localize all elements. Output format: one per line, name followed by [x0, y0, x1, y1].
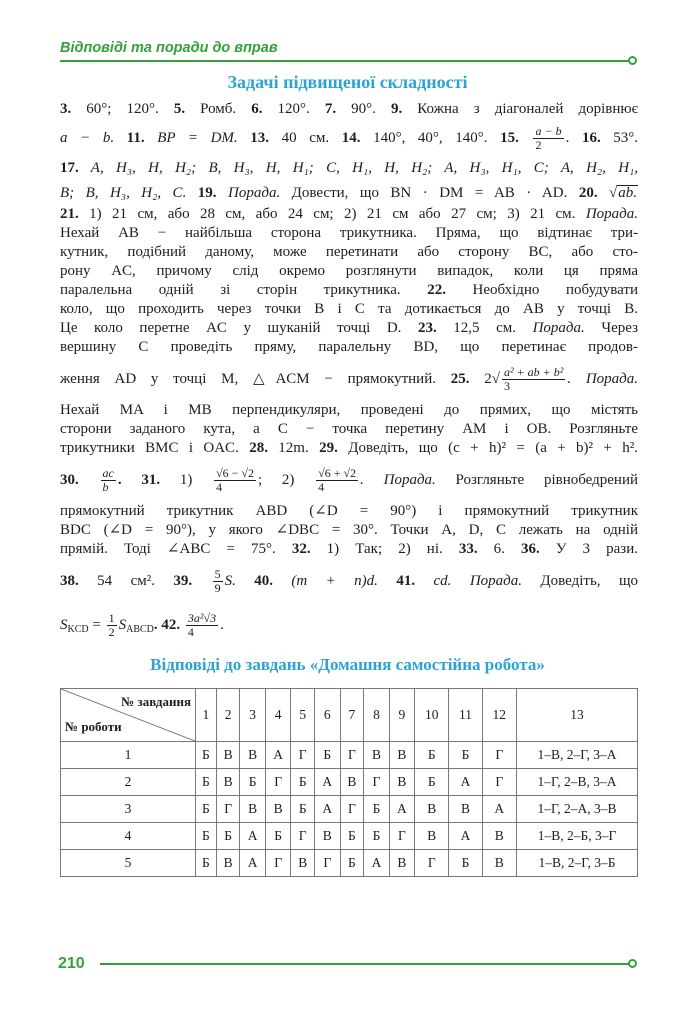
- answer-cell: А: [482, 796, 516, 823]
- table-row: [61, 823, 638, 850]
- column-header: 9: [389, 689, 414, 742]
- answer-line: BDC (∠D = 90°), у якого ∠DBC = 30°. Точки A, D, C лежать на одній: [60, 522, 638, 538]
- answer-cell: В: [364, 742, 389, 769]
- answer-cell: В: [482, 850, 516, 877]
- answer-cell: А: [315, 796, 340, 823]
- answer-cell: В: [389, 769, 414, 796]
- fraction: $\frac{5}{9}$: [214, 567, 221, 596]
- answer-line: трикутники BMC і OAC. 28. 12m. 29. Доведіть, що (c + h)² = (a + b)² + h².: [60, 440, 639, 456]
- header-rule: [60, 60, 630, 62]
- answer-cell: Г: [482, 769, 516, 796]
- answer-cell: В: [291, 850, 315, 877]
- work-number-cell: 2: [61, 769, 196, 796]
- answer-cell: Б: [449, 850, 482, 877]
- answer-cell: Б: [196, 850, 217, 877]
- answer-cell: Б: [196, 823, 217, 850]
- answer-cell: В: [216, 769, 240, 796]
- sqrt: ab.: [618, 185, 638, 201]
- answer-cell: Г: [216, 796, 240, 823]
- fraction: $\frac{\text{a² + ab + b²}}{3}$: [503, 365, 564, 394]
- answer-line: B; B, H₃, H₂, C. 19. Порада. Довести, що BN · DM = AB · AD. 20. √ab.: [60, 185, 638, 201]
- answer-cell: Б: [196, 742, 217, 769]
- answer-line: паралельна одній зі сторін трикутника. 22. Необхідно побудувати: [60, 282, 638, 298]
- answer-line: $S_{KCD}$ = $\frac{1}{2}$ $S_{ABCD}$. 42. $\frac{\text{3a²√3}}{4}$ .: [60, 611, 224, 640]
- answer-cell: Б: [291, 769, 315, 796]
- answer-cell: Г: [340, 742, 364, 769]
- answer-cell: Б: [364, 823, 389, 850]
- answer-cell: 1–В, 2–Г, 3–Б: [517, 850, 638, 877]
- answer-cell: Б: [340, 823, 364, 850]
- footer-rule: [100, 963, 630, 965]
- answer-cell: Г: [315, 850, 340, 877]
- table-row: [61, 769, 638, 796]
- answer-cell: Б: [449, 742, 482, 769]
- answer-cell: Г: [291, 823, 315, 850]
- header-rule-end-circle: [628, 56, 637, 65]
- column-header: 1: [196, 689, 217, 742]
- answer-cell: Г: [389, 823, 414, 850]
- answer-cell: 1–Г, 2–А, 3–В: [517, 796, 638, 823]
- table-row: [61, 850, 638, 877]
- answer-cell: Г: [265, 850, 290, 877]
- answer-cell: В: [240, 742, 265, 769]
- answer-cell: Г: [415, 850, 449, 877]
- answer-cell: Г: [291, 742, 315, 769]
- answer-cell: Б: [315, 742, 340, 769]
- answer-line: 30. $\frac{ac}{b}$ . 31. 1) $\frac{√6 - √2}{4}$ ; 2) $\frac{√6 + √2}{4}$ . Порада. Розгляньте рівнобедрений: [60, 466, 639, 495]
- work-number-cell: 1: [61, 742, 196, 769]
- table-heading: Відповіді до завдань «Домашня самостійна робота»: [150, 655, 545, 674]
- answer-line: 17. A, H₃, H, H₂; B, H₃, H, H₁; C, H₁, H, H₂; A, H₃, H₁, C; A, H₂, H₁,: [60, 160, 638, 176]
- answer-cell: Б: [415, 742, 449, 769]
- answer-line: рону AC, причому слід окремо розглянути випадок, коли ця пряма: [60, 263, 638, 279]
- answer-cell: В: [315, 823, 340, 850]
- fraction: $\frac{ac}{b}$: [102, 466, 114, 495]
- answer-cell: А: [265, 742, 290, 769]
- answer-cell: Б: [340, 850, 364, 877]
- answer-cell: Г: [265, 769, 290, 796]
- fraction: $\frac{√6 - √2}{4}$: [216, 466, 255, 495]
- answer-line: Це коло перетне AC у шуканій точці D. 23. 12,5 см. Порада. Через: [60, 320, 638, 336]
- answer-line: Нехай AB − найбільша сторона трикутника. Пряма, що відтинає три-: [60, 225, 638, 241]
- answer-cell: В: [340, 769, 364, 796]
- answer-line: кутник, подібний даному, може перетинати або сторону BC, або сто-: [60, 244, 638, 260]
- answer-cell: 1–В, 2–Г, 3–А: [517, 742, 638, 769]
- answer-line: a − b. 11. BP = DM. 13. 40 см. 14. 140°, 40°, 140°. 15. $\frac{a - b}{2}$ . 16. 53°.: [60, 124, 639, 153]
- answer-line: сторони заданого кута, а C − точка перетину AM і OB. Розгляньте: [60, 421, 638, 437]
- answer-cell: Б: [415, 769, 449, 796]
- answer-cell: В: [216, 850, 240, 877]
- answer-cell: В: [265, 796, 290, 823]
- column-header: 13: [517, 689, 638, 742]
- answer-cell: Г: [364, 769, 389, 796]
- answer-cell: Г: [340, 796, 364, 823]
- answer-cell: Б: [196, 796, 217, 823]
- answer-cell: А: [364, 850, 389, 877]
- answer-cell: Б: [216, 823, 240, 850]
- fraction: $\frac{\text{3a²√3}}{4}$: [187, 611, 217, 640]
- work-number-cell: 4: [61, 823, 196, 850]
- column-header: 11: [449, 689, 482, 742]
- page-number: 210: [58, 955, 85, 972]
- answer-line: 21. 1) 21 см, або 28 см, або 24 см; 2) 21 см або 27 см; 3) 21 см. Порада.: [60, 206, 638, 222]
- answer-line: прямокутний трикутник ABD (∠D = 90°) і прямокутний трикутник: [60, 503, 638, 519]
- answer-cell: В: [482, 823, 516, 850]
- table-row: [61, 796, 638, 823]
- answer-cell: Б: [240, 769, 265, 796]
- answer-line: 38. 54 см². 39. $\frac{5}{9}$ S. 40. (m + n)d. 41. cd. Порада. Доведіть, що: [60, 567, 639, 596]
- answer-cell: Б: [364, 796, 389, 823]
- header-task-label: № завдання: [121, 694, 191, 709]
- column-header: 8: [364, 689, 389, 742]
- answer-cell: 1–В, 2–Б, 3–Г: [517, 823, 638, 850]
- column-header: 4: [265, 689, 290, 742]
- answer-cell: В: [240, 796, 265, 823]
- column-header: 3: [240, 689, 265, 742]
- answers-table: [60, 688, 638, 877]
- answer-cell: Б: [196, 769, 217, 796]
- answer-line: Нехай MA і MB перпендикуляри, проведені до прямих, що містять: [60, 402, 638, 418]
- answer-cell: А: [240, 850, 265, 877]
- answer-cell: А: [449, 823, 482, 850]
- answer-line: коло, що проходить через точки B і C та дотикається до AB у точці B.: [60, 301, 638, 317]
- answer-cell: А: [315, 769, 340, 796]
- fraction: $\frac{a - b}{2}$: [535, 124, 562, 153]
- answer-line: прямій. Тоді ∠ABC = 75°. 32. 1) Так; 2) ні. 33. 6. 36. У 3 рази.: [60, 541, 638, 557]
- fraction: $\frac{√6 + √2}{4}$: [318, 466, 357, 495]
- answer-line: ження AD у точці M, △ACM − прямокутний. 25. 2√ $\frac{\text{a² + ab + b²}}{3}$ . Порада.: [60, 365, 639, 394]
- answer-cell: В: [415, 796, 449, 823]
- answers-paragraph: [60, 97, 638, 647]
- answer-cell: В: [389, 742, 414, 769]
- running-header-title: Відповіді та поради до вправ: [60, 40, 278, 56]
- header-work-label: № роботи: [65, 719, 122, 734]
- answer-cell: В: [449, 796, 482, 823]
- answer-line: вершину C проведіть пряму, паралельну BD, що перетинає продов-: [60, 339, 638, 355]
- column-header: 7: [340, 689, 364, 742]
- answer-cell: В: [389, 850, 414, 877]
- table-row: [61, 742, 638, 769]
- answer-cell: А: [449, 769, 482, 796]
- column-header: 2: [216, 689, 240, 742]
- column-header: 10: [415, 689, 449, 742]
- column-header: 6: [315, 689, 340, 742]
- fraction: $\frac{1}{2}$: [108, 611, 115, 640]
- section-heading: Задачі підвищеної складності: [227, 72, 468, 92]
- answer-line: 3. 60°; 120°. 5. Ромб. 6. 120°. 7. 90°. 9. Кожна з діагоналей дорівнює: [60, 101, 639, 117]
- column-header: 12: [482, 689, 516, 742]
- answer-cell: В: [415, 823, 449, 850]
- answer-cell: 1–Г, 2–В, 3–А: [517, 769, 638, 796]
- answer-cell: Г: [482, 742, 516, 769]
- column-header: 5: [291, 689, 315, 742]
- answer-cell: А: [389, 796, 414, 823]
- table-header-row: [61, 689, 638, 742]
- answer-cell: В: [216, 742, 240, 769]
- table-corner-cell: [61, 689, 196, 742]
- footer-rule-end-circle: [628, 959, 637, 968]
- work-number-cell: 3: [61, 796, 196, 823]
- answer-cell: Б: [265, 823, 290, 850]
- work-number-cell: 5: [61, 850, 196, 877]
- answer-cell: Б: [291, 796, 315, 823]
- answer-cell: А: [240, 823, 265, 850]
